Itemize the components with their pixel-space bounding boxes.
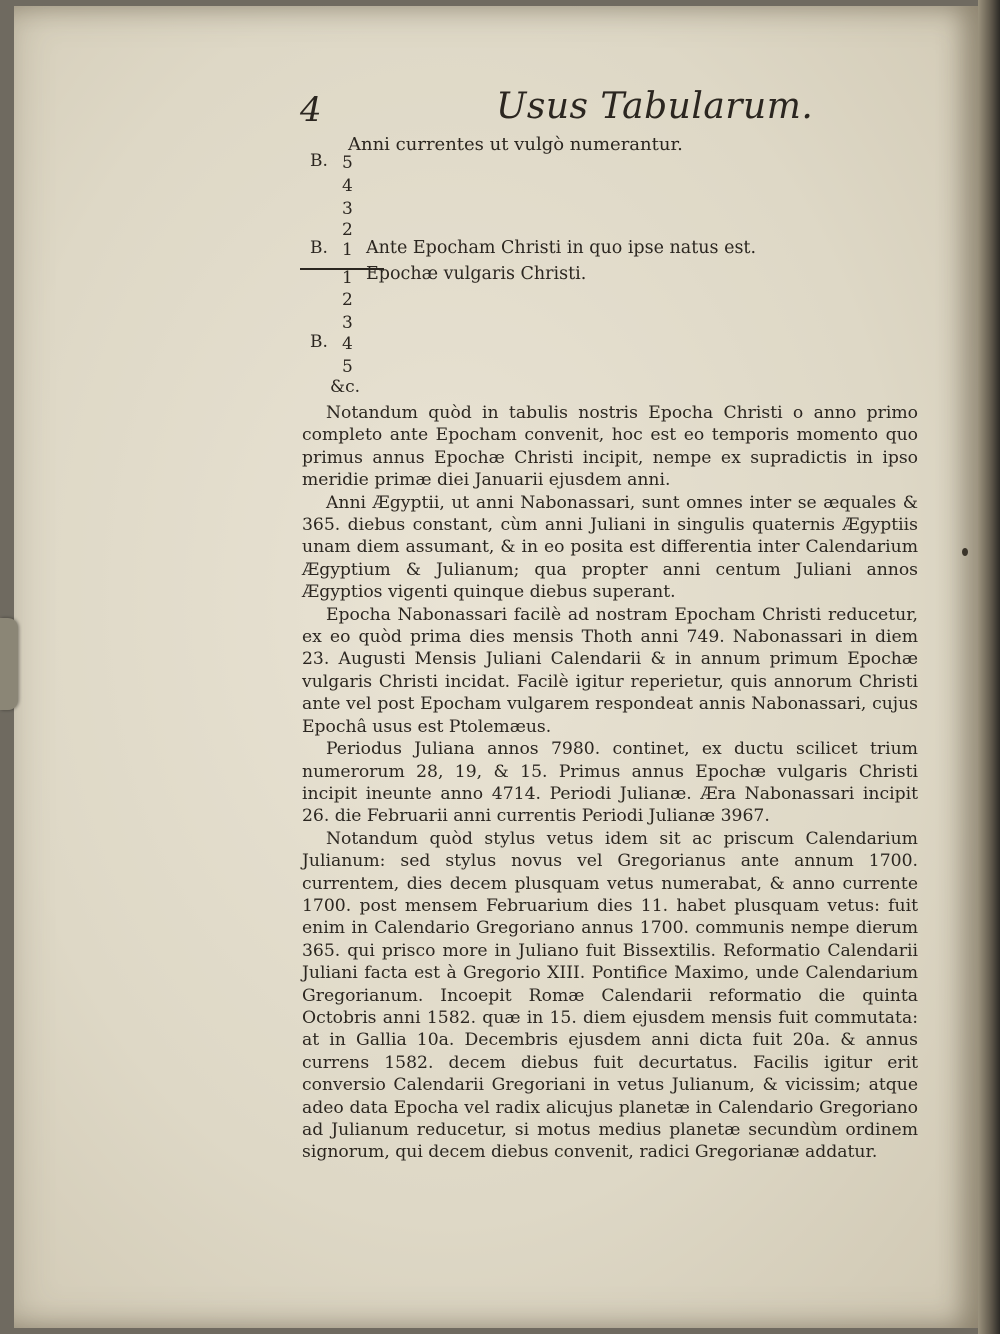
page-edge-shadow <box>978 0 1000 1334</box>
year-number: 5 <box>342 153 353 173</box>
year-number: 4 <box>342 176 353 196</box>
ink-spot <box>962 548 968 556</box>
binding-tab <box>0 618 18 710</box>
b-marker: B. <box>310 151 328 171</box>
running-title: Usus Tabularum. <box>496 86 814 127</box>
page-number: 4 <box>300 90 322 130</box>
label-before-epoch: Ante Epocham Christi in quo ipse natus est. <box>366 238 757 258</box>
year-number: 3 <box>342 313 353 333</box>
year-number: 1 <box>342 240 353 260</box>
year-number: 1 <box>342 268 353 288</box>
book-page <box>14 6 980 1328</box>
year-list-caption: Anni currentes ut vulgò numerantur. <box>348 134 683 155</box>
paragraph: Notandum quòd in tabulis nostris Epocha Christi o anno primo completo ante Epocham convenit, hoc est eo temporis momento quo primus annus Epochæ Christi incipit, nempe ex supradictis in ipso meridie primæ diei Januarii ejusdem anni. <box>302 403 918 491</box>
year-number: 4 <box>342 334 353 354</box>
b-marker: B. <box>310 332 328 352</box>
year-number: 2 <box>342 220 353 240</box>
year-number: 2 <box>342 290 353 310</box>
year-number: 3 <box>342 199 353 219</box>
paragraph: Periodus Juliana annos 7980. continet, ex ductu scilicet trium numerorum 28, 19, & 15. Primus annus Epochæ vulgaris Christi incipit ineunte anno 4714. Periodi Julianæ. Æra Nabonassari incipit 26. die Februarii anni currentis Periodi Julianæ 3967. <box>302 739 918 827</box>
paragraph: Notandum quòd stylus vetus idem sit ac priscum Calendarium Julianum: sed stylus novus vel Gregorianus ante annum 1700. currentem, dies decem plusquam vetus numerabat, & anno currente 1700. post mensem Februarium dies 11. habet plusquam vetus: fuit enim in Calendario Gregoriano annus 1700. communis nempe dierum 365. qui prisco more in Juliano fuit Bissextilis. Reformatio Calendarii Juliani facta est à Gregorio XIII. Pontifice Maximo, unde Calendarium Gregorianum. Incoepit Romæ Calendarii reformatio die quinta Octobris anni 1582. quæ in 15. diem ejusdem mensis fuit commutata: at in Gallia 10a. Decembris ejusdem anni dicta fuit 20a. & annus currens 1582. decem diebus fuit decurtatus. Facilis igitur erit conversio Calendarii Gregoriani in vetus Julianum, & vicissim; atque adeo data Epocha vel radix alicujus planetæ in Calendario Gregoriano ad Julianum reducetur, si motus medius planetæ secundùm ordinem signorum, qui decem diebus convenit, radici Gregorianæ addatur. <box>302 828 918 1163</box>
paragraph: Anni Ægyptii, ut anni Nabonassari, sunt omnes inter se æquales & 365. diebus constant, cùm anni Juliani in singulis quaternis Ægyptiis unam diem assumant, & in eo posita est differentia inter Calendarium Ægyptium & Julianum; qua propter anni centum Juliani annos Ægyptios vigenti quinque diebus superant. <box>302 492 918 603</box>
b-marker: B. <box>310 238 328 258</box>
year-number: 5 <box>342 357 353 377</box>
etc-mark: &c. <box>330 377 361 397</box>
body-text <box>302 402 918 1164</box>
label-epoch: Epochæ vulgaris Christi. <box>366 264 587 284</box>
paragraph: Epocha Nabonassari facilè ad nostram Epocham Christi reducetur, ex eo quòd prima dies mensis Thoth anni 749. Nabonassari in diem 23. Augusti Mensis Juliani Calendarii & in annum primum Epochæ vulgaris Christi incidat. Facilè igitur reperietur, quis annorum Christi ante vel post Epocham vulgarem respondeat annis Nabonassari, cujus Epochâ usus est Ptolemæus. <box>302 604 918 737</box>
